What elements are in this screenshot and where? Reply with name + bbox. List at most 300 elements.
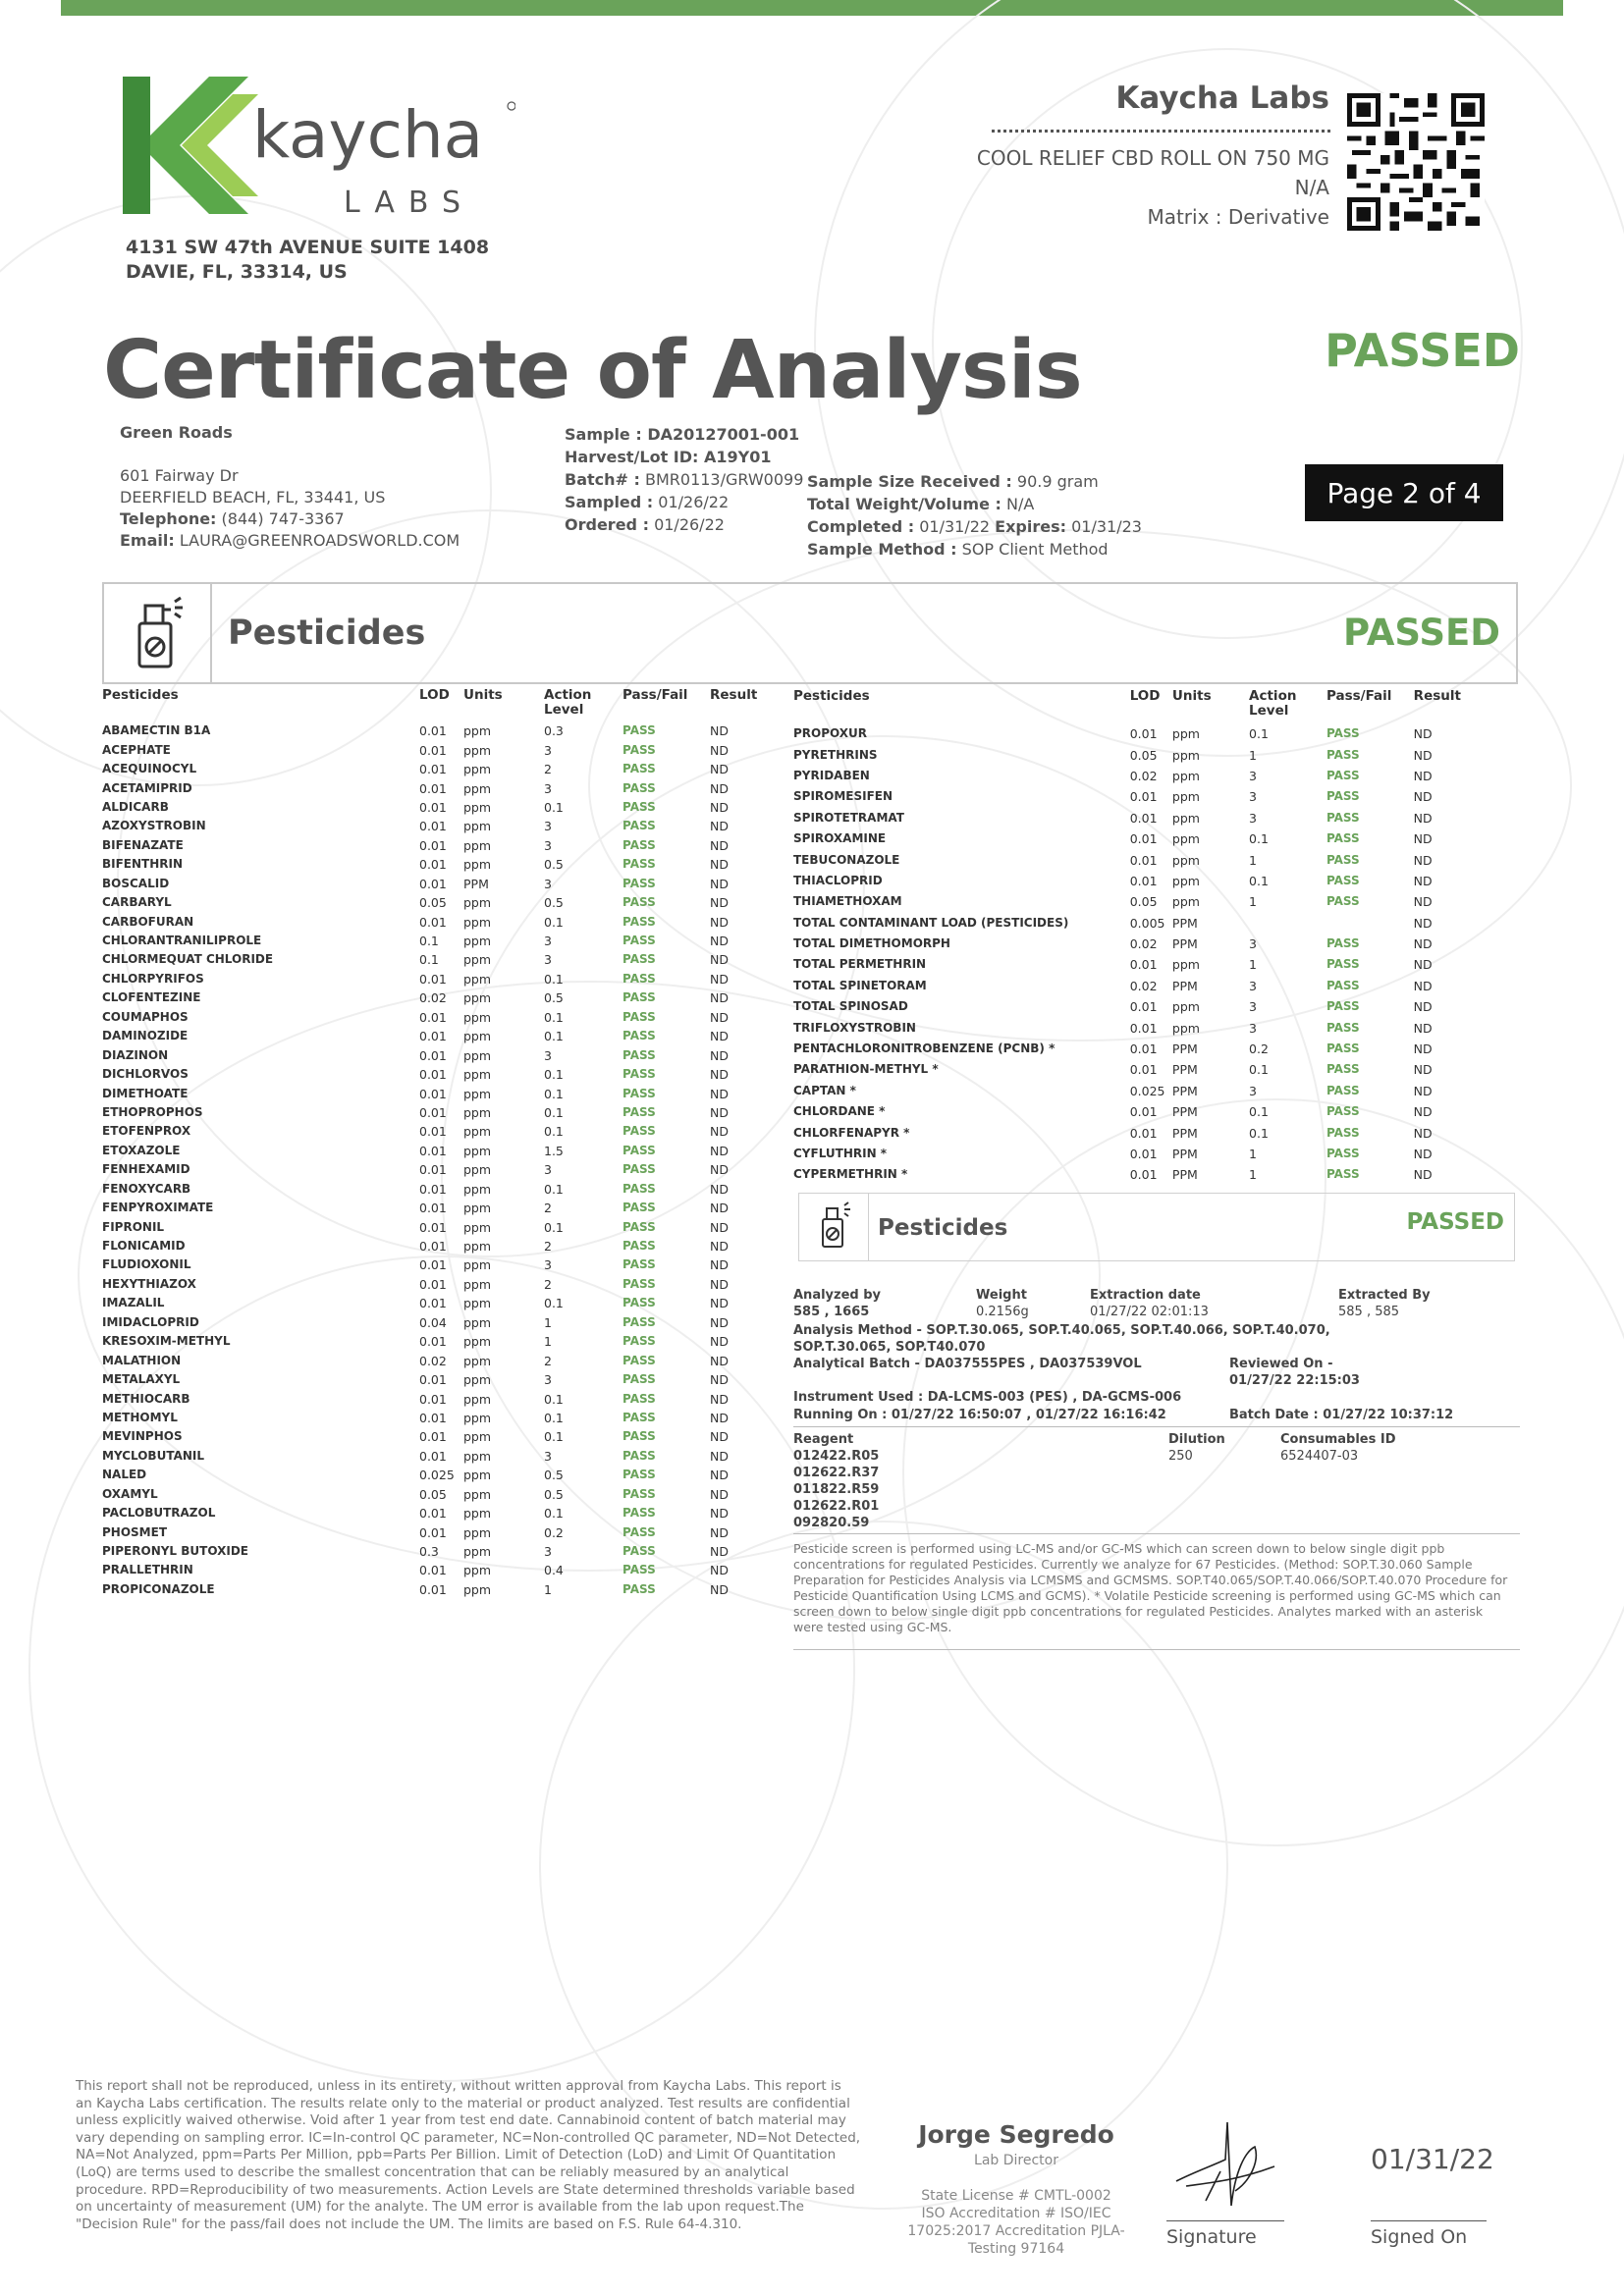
units-value: ppm [463, 1181, 492, 1197]
result-value: ND [710, 1219, 729, 1235]
method-label: Sample Method : [807, 540, 957, 559]
pass-fail: PASS [1326, 831, 1360, 846]
table-row [102, 1237, 770, 1255]
action-level: 0.1 [544, 1506, 564, 1522]
analytical-batch-label: Analytical Batch - [793, 1357, 920, 1371]
lod-value: 0.01 [419, 1334, 447, 1350]
table-header-row [793, 689, 1461, 723]
result-value: ND [710, 742, 729, 758]
table-row [102, 1255, 770, 1274]
pass-fail: PASS [623, 1201, 656, 1215]
result-value: ND [710, 857, 729, 873]
pass-fail: PASS [1326, 1062, 1360, 1077]
units-value: ppm [463, 1124, 492, 1140]
action-level: 3 [544, 742, 552, 758]
lab-name: Kaycha Labs [1115, 80, 1329, 116]
reviewed-on [1229, 1356, 1360, 1389]
analyte-name: METHOMYL [102, 1410, 178, 1424]
lod-value: 0.01 [1129, 1020, 1158, 1036]
action-level: 3 [1249, 768, 1257, 783]
lod-value: 0.1 [419, 934, 439, 949]
result-value: ND [710, 1429, 729, 1445]
table-row [102, 932, 770, 950]
units-value: ppm [1171, 810, 1200, 826]
units-value: PPM [1171, 1083, 1198, 1098]
analyte-name: PROPICONAZOLE [102, 1581, 215, 1596]
analyte-name: ETHOPROPHOS [102, 1104, 203, 1119]
pass-fail: PASS [623, 1429, 656, 1444]
analyte-name: CARBOFURAN [102, 914, 194, 929]
analyte-name: BOSCALID [102, 876, 170, 890]
analyte-name: MALATHION [102, 1353, 182, 1367]
action-level: 0.1 [544, 1124, 564, 1140]
pass-fail: PASS [1326, 894, 1360, 909]
sampled-value: 01/26/22 [658, 493, 730, 511]
table-row [793, 913, 1461, 934]
dotted-divider [992, 130, 1330, 133]
weight-info [976, 1287, 1029, 1320]
lod-value: 0.02 [419, 990, 447, 1006]
director-title: Lab Director [974, 2153, 1058, 2168]
lod-value: 0.01 [419, 819, 447, 834]
action-level [1249, 913, 1326, 934]
result-value: ND [710, 780, 729, 796]
action-level: 0.1 [544, 1086, 564, 1101]
result-value: ND [1413, 726, 1433, 742]
qr-code[interactable] [1347, 93, 1485, 231]
lod-value: 0.01 [1129, 1125, 1158, 1141]
lod-value: 0.01 [419, 780, 447, 796]
lod-value: 0.01 [1129, 1062, 1158, 1078]
units-value: ppm [463, 934, 492, 949]
col-lod: LOD [419, 687, 450, 703]
divider [793, 1533, 1520, 1534]
lod-value: 0.01 [419, 1162, 447, 1178]
pass-fail: PASS [623, 1047, 656, 1062]
section-status: PASSED [1343, 612, 1500, 654]
pass-fail: PASS [623, 1239, 656, 1254]
action-level: 0.1 [544, 1104, 564, 1120]
divider [793, 1426, 1520, 1427]
table-row [102, 1160, 770, 1179]
analyte-name: CHLORMEQUAT CHLORIDE [102, 952, 274, 967]
col-analyte: Pesticides [102, 687, 179, 703]
units-value: ppm [463, 762, 492, 777]
table-row [102, 1409, 770, 1427]
analyte-name: AZOXYSTROBIN [102, 819, 206, 833]
extracted-by [1338, 1287, 1431, 1320]
result-value: ND [710, 1353, 729, 1368]
reagent-item: 012622.R01 [793, 1499, 880, 1514]
running-value: 01/27/22 16:50:07 , 01/27/22 16:16:42 [891, 1408, 1166, 1422]
signed-on-line [1371, 2220, 1487, 2221]
mini-icon-cell [799, 1194, 869, 1260]
analyte-name: OXAMYL [102, 1486, 158, 1501]
table-row [793, 1017, 1461, 1038]
table-row [793, 1101, 1461, 1122]
units-value: PPM [463, 876, 489, 891]
units-value: ppm [1171, 726, 1200, 742]
analyte-name: SPIROXAMINE [793, 831, 887, 846]
section-title: Pesticides [228, 614, 426, 653]
action-level: 0.1 [544, 1429, 564, 1445]
table-row [102, 1561, 770, 1579]
extraction-info [1090, 1287, 1209, 1320]
ordered-value: 01/26/22 [654, 515, 725, 534]
ordered-label: Ordered : [565, 515, 649, 534]
action-level: 0.2 [1249, 1041, 1269, 1057]
pass-fail: PASS [623, 934, 656, 948]
running-label: Running On : [793, 1408, 888, 1422]
action-level: 3 [544, 1448, 552, 1464]
result-value: ND [710, 1276, 729, 1292]
product-name: COOL RELIEF CBD ROLL ON 750 MG [976, 146, 1329, 170]
result-value: ND [1413, 957, 1433, 973]
pass-fail: PASS [623, 990, 656, 1005]
pass-fail: PASS [1326, 999, 1360, 1014]
lod-value: 0.02 [1129, 936, 1158, 952]
pass-fail: PASS [1326, 726, 1360, 741]
lod-value: 0.01 [1129, 810, 1158, 826]
pass-fail: PASS [623, 952, 656, 967]
analyte-name: PROPOXUR [793, 726, 868, 741]
action-level: 0.5 [544, 1468, 564, 1483]
analyte-name: THIACLOPRID [793, 873, 883, 887]
units-value: ppm [1171, 873, 1200, 888]
table-row [793, 934, 1461, 954]
lod-value: 0.01 [419, 1029, 447, 1044]
weight-label: Weight [976, 1288, 1027, 1303]
action-level: 1 [1249, 894, 1257, 910]
pass-fail: PASS [1326, 747, 1360, 762]
analyte-name: ACEQUINOCYL [102, 762, 197, 776]
result-value: ND [710, 1257, 729, 1273]
units-value: ppm [463, 742, 492, 758]
result-value: ND [1413, 1104, 1433, 1120]
units-value: ppm [463, 1524, 492, 1540]
result-value: ND [710, 1334, 729, 1350]
pass-fail: PASS [1326, 1020, 1360, 1035]
consumables-label: Consumables ID [1280, 1432, 1396, 1447]
action-level: 3 [1249, 810, 1257, 826]
action-level: 2 [544, 762, 552, 777]
lod-value: 0.05 [1129, 894, 1158, 910]
table-row [102, 1370, 770, 1389]
client-email[interactable]: LAURA@GREENROADSWORLD.COM [179, 531, 460, 550]
table-row [102, 1027, 770, 1045]
analyte-name: CYPERMETHRIN * [793, 1167, 908, 1182]
action-level: 3 [544, 837, 552, 853]
lod-value: 0.01 [1129, 1167, 1158, 1183]
client-address1: 601 Fairway Dr [120, 466, 239, 485]
mini-section-title: Pesticides [878, 1215, 1008, 1241]
instrument-used [793, 1389, 1181, 1406]
action-level: 3 [544, 1257, 552, 1273]
lod-value: 0.01 [419, 1009, 447, 1025]
units-value: ppm [463, 799, 492, 815]
action-level: 0.4 [544, 1563, 564, 1578]
sample-info-col2 [807, 470, 1142, 561]
table-row [102, 1103, 770, 1122]
action-level: 0.2 [544, 1524, 564, 1540]
analysis-method-label: Analysis Method - [793, 1323, 922, 1338]
units-value: ppm [463, 1201, 492, 1216]
units-value: ppm [463, 1143, 492, 1158]
units-value: PPM [1171, 1147, 1198, 1161]
result-value: ND [710, 819, 729, 834]
lod-value: 0.02 [419, 1353, 447, 1368]
pass-fail: PASS [623, 1257, 656, 1272]
lod-value: 0.01 [419, 1219, 447, 1235]
lod-value: 0.01 [1129, 831, 1158, 847]
action-level: 1 [544, 1581, 552, 1597]
analyte-name: MYCLOBUTANIL [102, 1448, 205, 1463]
analyte-name: FLONICAMID [102, 1239, 186, 1254]
analyte-name: BIFENTHRIN [102, 857, 184, 872]
analyte-name: TRIFLOXYSTROBIN [793, 1020, 916, 1035]
analyte-name: TEBUCONAZOLE [793, 852, 900, 867]
result-value: ND [710, 1067, 729, 1083]
table-row [793, 1039, 1461, 1059]
result-value: ND [1413, 747, 1433, 763]
action-level: 1 [1249, 957, 1257, 973]
units-value: ppm [463, 1353, 492, 1368]
action-level: 3 [544, 819, 552, 834]
completed-value: 01/31/22 [919, 517, 991, 536]
lod-value: 0.01 [1129, 852, 1158, 868]
analytical-batch-value: DA037555PES , DA037539VOL [924, 1357, 1142, 1371]
result-value: ND [710, 723, 729, 739]
analyte-name: CHLORDANE * [793, 1104, 886, 1119]
pass-fail: PASS [623, 1410, 656, 1424]
units-value: ppm [1171, 957, 1200, 973]
pass-fail: PASS [1326, 810, 1360, 825]
batch-label: Batch# : [565, 470, 640, 489]
units-value: ppm [463, 1219, 492, 1235]
pass-fail: PASS [1326, 1041, 1360, 1056]
pass-fail: PASS [623, 742, 656, 757]
result-value: ND [1413, 789, 1433, 805]
analyte-name: PIPERONYL BUTOXIDE [102, 1544, 248, 1559]
analyte-name: FENOXYCARB [102, 1181, 191, 1196]
lod-value: 0.01 [419, 1086, 447, 1101]
pass-fail: PASS [623, 1581, 656, 1596]
result-value: ND [710, 799, 729, 815]
lod-value: 0.01 [419, 1448, 447, 1464]
result-value: ND [710, 837, 729, 853]
units-value: ppm [463, 857, 492, 873]
dilution [1168, 1431, 1225, 1465]
action-level: 3 [544, 1047, 552, 1063]
pass-fail: PASS [623, 857, 656, 872]
units-value: ppm [463, 1486, 492, 1502]
disclaimer: This report shall not be reproduced, unless in its entirety, without written approval from Kaycha Labs. This report is an Kaycha Labs certification. The results relate only to the material or product analyzed. Test results are confidential unless explicitly waived otherwise. Void after 1 year from test end date. Cannabinoid content of batch material may vary depending on sampling error. IC=In-control QC parameter, NC=Non-controlled QC parameter, ND=Not Detected, NA=Not Analyzed, ppm=Parts Per Million, ppb=Parts Per Billion. Limit of Detection (LoD) and Limit Of Quantitation (LoQ) are terms used to describe the smallest concentration that can be reliably measured by an analytical procedure. RPD=Reproducibility of two measurements. Action Levels are State determined thresholds variable based on uncertainty of measurement (UM) for the analyte. The UM error is available from the lab upon request.The "Decision Rule" for the pass/fail does not include the UM. The limits are based on F.S. Rule 64-4.310. [76, 2078, 861, 2232]
units-value: ppm [463, 1276, 492, 1292]
action-level: 3 [544, 934, 552, 949]
lod-value: 0.01 [419, 1391, 447, 1407]
table-row [793, 871, 1461, 891]
action-level: 2 [544, 1239, 552, 1255]
action-level: 3 [544, 876, 552, 891]
table-row [793, 996, 1461, 1017]
weight-value: 0.2156g [976, 1305, 1029, 1319]
document-title: Certificate of Analysis [103, 324, 1082, 417]
lod-value: 0.3 [419, 1544, 439, 1560]
sampled-label: Sampled : [565, 493, 654, 511]
batch-date-value: 01/27/22 10:37:12 [1323, 1408, 1454, 1422]
result-value: ND [710, 1448, 729, 1464]
action-level: 0.1 [544, 1067, 564, 1083]
spray-bottle-icon [104, 584, 210, 682]
result-value: ND [710, 1239, 729, 1255]
result-value: ND [710, 762, 729, 777]
analyte-name: ETOFENPROX [102, 1124, 191, 1139]
table-row [793, 976, 1461, 996]
result-value: ND [710, 1104, 729, 1120]
lod-value: 0.01 [1129, 999, 1158, 1015]
action-level: 1 [544, 1314, 552, 1330]
result-value: ND [1413, 810, 1433, 826]
director-licenses [889, 2187, 1144, 2258]
lod-value: 0.025 [419, 1468, 455, 1483]
analyte-name: CYFLUTHRIN * [793, 1147, 888, 1160]
table-row [102, 1122, 770, 1141]
result-value: ND [1413, 1083, 1433, 1098]
client-address2: DEERFIELD BEACH, FL, 33441, US [120, 488, 386, 507]
analyte-name: NALED [102, 1468, 147, 1482]
action-level: 1 [544, 1334, 552, 1350]
table-row [793, 744, 1461, 765]
pass-fail: PASS [1326, 1167, 1360, 1182]
units-value: PPM [1171, 1167, 1198, 1183]
result-value: ND [710, 1486, 729, 1502]
table-row [102, 1065, 770, 1084]
table-row [102, 1522, 770, 1541]
result-value: ND [710, 895, 729, 911]
units-value: ppm [463, 1104, 492, 1120]
reagent-item: 012622.R37 [793, 1466, 880, 1480]
result-value: ND [1413, 768, 1433, 783]
batch-row [565, 468, 803, 491]
result-value: ND [710, 1372, 729, 1388]
result-value: ND [710, 1143, 729, 1158]
analyte-name: DAMINOZIDE [102, 1029, 189, 1043]
method-value: SOP Client Method [961, 540, 1109, 559]
table-row [793, 828, 1461, 849]
action-level: 3 [544, 1372, 552, 1388]
result-value: ND [1413, 1041, 1433, 1057]
units-value: ppm [1171, 999, 1200, 1015]
lod-value: 0.05 [1129, 747, 1158, 763]
units-value: ppm [463, 1448, 492, 1464]
result-value: ND [1413, 999, 1433, 1015]
units-value: PPM [1171, 1041, 1198, 1057]
pass-fail: PASS [623, 1124, 656, 1139]
lab-address-line1: 4131 SW 47th AVENUE SUITE 1408 [126, 237, 490, 258]
result-value: ND [710, 1524, 729, 1540]
table-row [102, 1142, 770, 1160]
action-level: 0.1 [1249, 873, 1269, 888]
pass-fail: PASS [623, 1506, 656, 1521]
product-line2: N/A [1294, 176, 1329, 199]
action-level: 0.1 [544, 1391, 564, 1407]
analyte-name: ALDICARB [102, 799, 169, 814]
col-action: Action Level [544, 687, 592, 718]
analyte-name: CARBARYL [102, 895, 172, 910]
table-row [102, 1294, 770, 1312]
pass-fail: PASS [623, 1334, 656, 1349]
action-level: 3 [1249, 936, 1257, 952]
units-value: ppm [463, 1334, 492, 1350]
result-value: ND [1413, 1062, 1433, 1078]
analyte-name: PHOSMET [102, 1524, 168, 1539]
lod-value: 0.01 [1129, 957, 1158, 973]
action-level: 0.1 [1249, 1125, 1269, 1141]
action-level: 0.1 [544, 799, 564, 815]
pass-fail: PASS [1326, 873, 1360, 887]
lod-value: 0.01 [419, 1372, 447, 1388]
pass-fail: PASS [1326, 936, 1360, 951]
pass-fail: PASS [623, 1162, 656, 1177]
weight-value: N/A [1006, 495, 1035, 513]
action-level: 3 [544, 1162, 552, 1178]
pass-fail: PASS [623, 1296, 656, 1310]
analyte-name: MEVINPHOS [102, 1429, 183, 1444]
pass-fail: PASS [623, 762, 656, 776]
result-value: ND [1413, 1125, 1433, 1141]
analyte-name: METHIOCARB [102, 1391, 190, 1406]
action-level: 3 [1249, 999, 1257, 1015]
table-row [102, 760, 770, 778]
units-value: ppm [463, 1372, 492, 1388]
result-value: ND [710, 990, 729, 1006]
analyte-name: COUMAPHOS [102, 1009, 189, 1024]
pass-fail: PASS [623, 1067, 656, 1082]
analyte-name: THIAMETHOXAM [793, 894, 902, 909]
units-value: ppm [1171, 831, 1200, 847]
action-level: 1 [1249, 852, 1257, 868]
result-value: ND [710, 1506, 729, 1522]
units-value: PPM [1171, 1062, 1198, 1078]
result-value: ND [710, 1029, 729, 1044]
instrument-label: Instrument Used : [793, 1390, 924, 1405]
result-value: ND [710, 1296, 729, 1311]
col-result: Result [1413, 688, 1461, 704]
table-row [102, 1313, 770, 1332]
action-level: 0.1 [544, 914, 564, 930]
action-level: 3 [1249, 1020, 1257, 1036]
instrument-value: DA-LCMS-003 (PES) , DA-GCMS-006 [927, 1390, 1182, 1405]
units-value: PPM [1171, 936, 1198, 952]
action-level: 0.1 [1249, 831, 1269, 847]
action-level: 0.1 [1249, 726, 1269, 742]
pesticides-section-header [102, 582, 1518, 684]
lod-value: 0.05 [419, 895, 447, 911]
result-value: ND [710, 1009, 729, 1025]
ordered-row [565, 513, 803, 536]
pass-fail: PASS [623, 1029, 656, 1043]
result-value: ND [710, 1162, 729, 1178]
analyte-name: PACLOBUTRAZOL [102, 1506, 216, 1521]
lab-address-line2: DAVIE, FL, 33314, US [126, 261, 348, 283]
pass-fail: PASS [623, 1219, 656, 1234]
extracted-by-label: Extracted By [1338, 1288, 1431, 1303]
action-level: 0.5 [544, 990, 564, 1006]
table-row [102, 1427, 770, 1446]
table-row [793, 1164, 1461, 1185]
reagents [793, 1431, 879, 1531]
analyte-name: BIFENAZATE [102, 837, 184, 852]
